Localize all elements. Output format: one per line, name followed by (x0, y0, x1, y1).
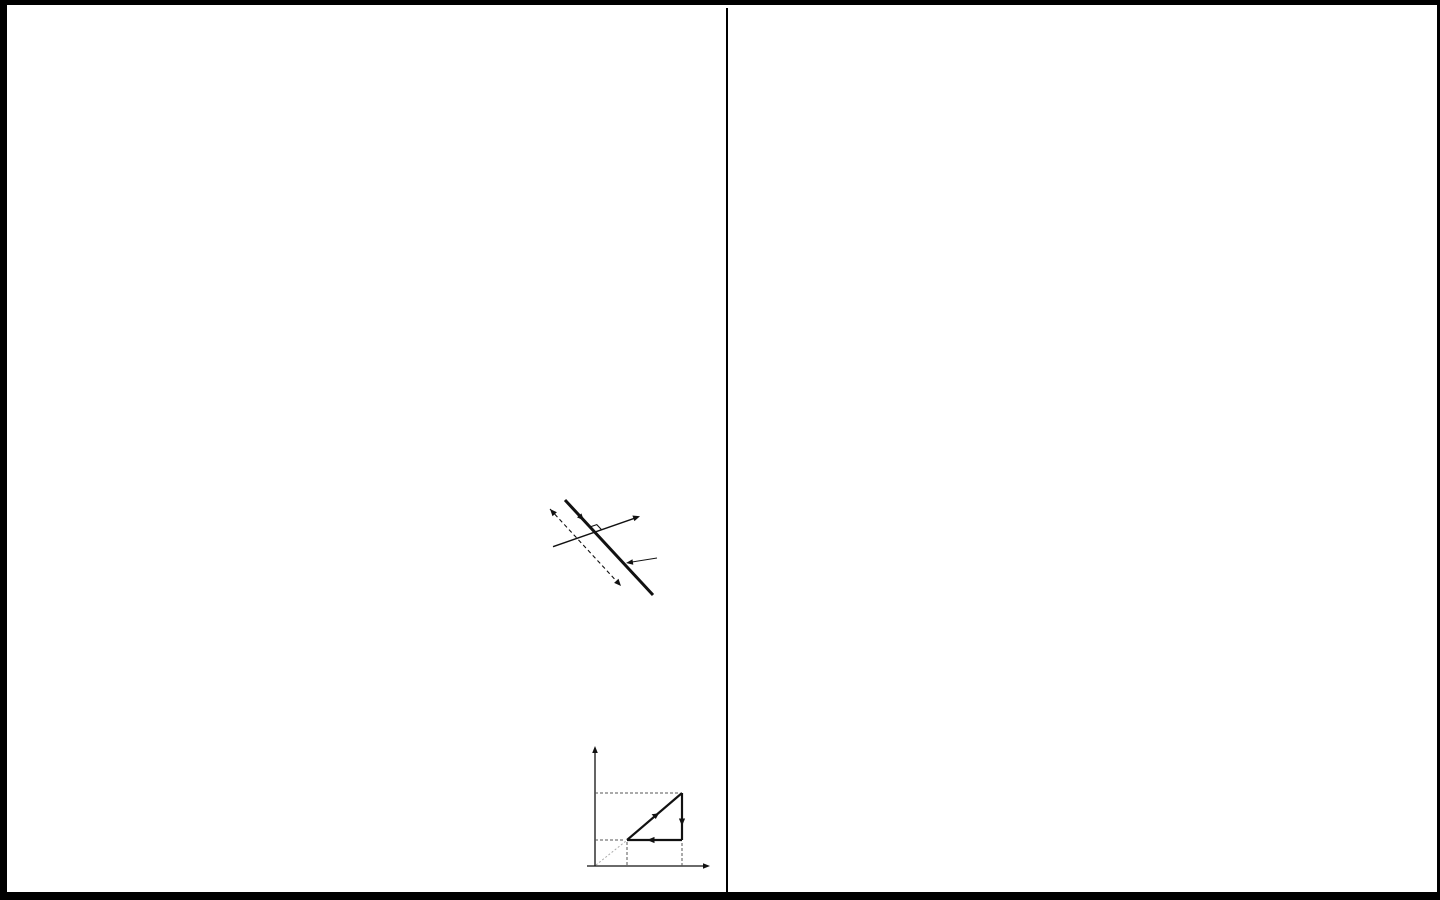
vt-graph (556, 742, 722, 894)
wire-callout (626, 558, 657, 565)
axis-arrowhead-icon (592, 746, 598, 753)
exam-page-right (763, 24, 1303, 52)
field-arrowhead-icon (632, 516, 640, 522)
axes (587, 746, 710, 869)
axis-arrowhead-icon (703, 863, 710, 869)
vt-graph-svg (556, 742, 722, 894)
page-number-left (145, 33, 705, 49)
origin-diagonal-dotted (596, 841, 626, 865)
field-vector (553, 516, 640, 547)
page-border-top (0, 0, 1440, 5)
wire-line (565, 500, 653, 595)
exam-page-left (145, 21, 705, 49)
process-arrowhead-icon (679, 819, 685, 827)
wire-field-diagram (545, 497, 717, 617)
process-arrowhead-icon (647, 837, 655, 843)
dimension-arrowhead-icon (614, 579, 621, 586)
page-number-right (763, 36, 1303, 52)
page-divider (726, 8, 728, 892)
callout-arrowhead-icon (626, 559, 633, 564)
wire-field-svg (545, 497, 717, 617)
page-border-left (0, 0, 7, 900)
